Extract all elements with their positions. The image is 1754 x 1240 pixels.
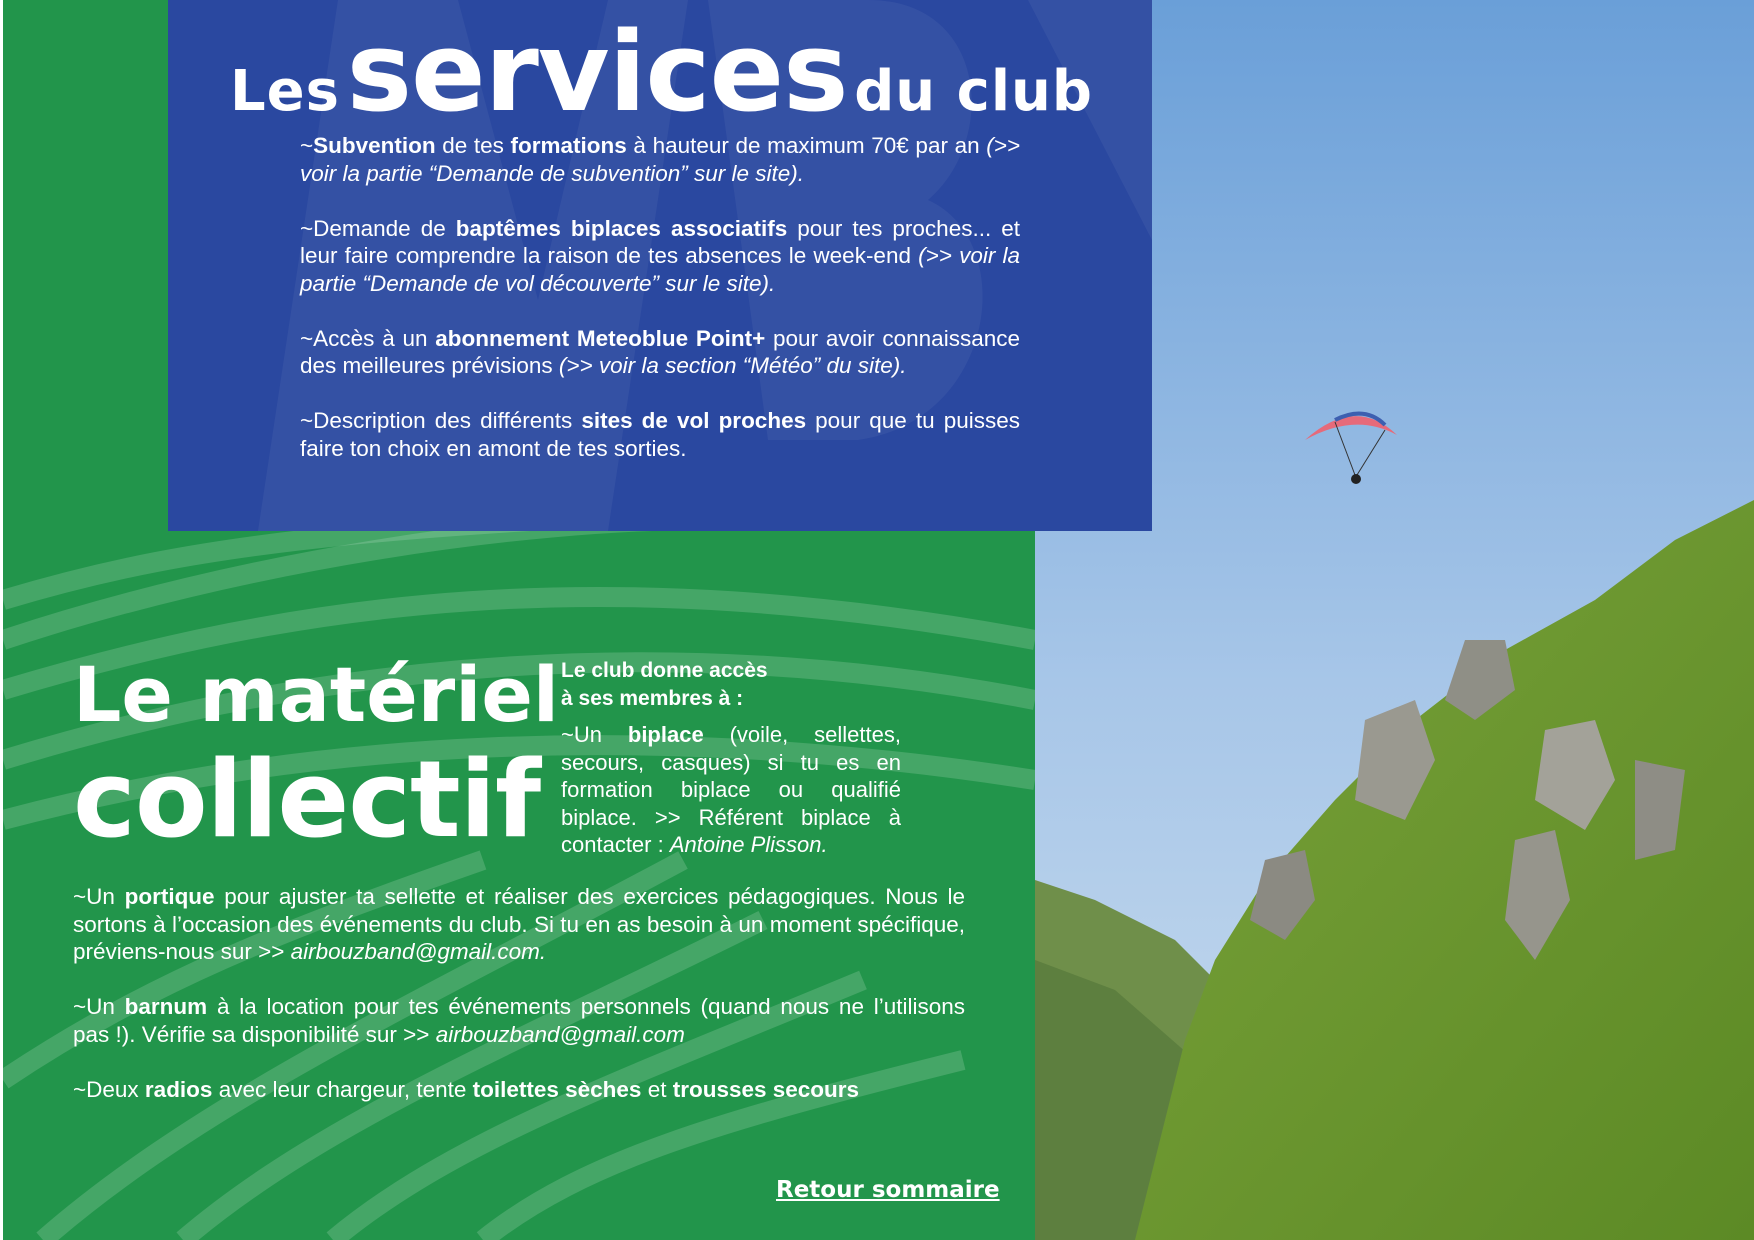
- materiel-list: [73, 883, 965, 1131]
- text: de tes: [435, 133, 511, 158]
- text: avec leur chargeur, tente: [212, 1076, 473, 1102]
- services-title-suffix: du club: [854, 59, 1093, 124]
- bold-text: Subvention: [313, 133, 436, 158]
- biplace-item: [561, 721, 901, 859]
- bold-text: biplace: [627, 722, 704, 747]
- bold-text: formations: [510, 133, 627, 158]
- text: pour avoir connaissance des meilleures prévisions: [300, 325, 1020, 378]
- bold-text: sites de vol proches: [581, 408, 807, 433]
- text: ~Description des différents: [300, 408, 582, 433]
- text: ~Deux: [73, 1076, 145, 1102]
- italic-text: (>> voir la section “Météo” du site).: [558, 353, 907, 378]
- service-item-sites: [300, 407, 1020, 462]
- services-list: [300, 132, 1020, 490]
- access-heading-line2: à ses membres à :: [561, 687, 744, 710]
- materiel-item-barnum: [73, 993, 965, 1048]
- text: ~Un: [73, 884, 125, 909]
- text: pour tes proches... et leur faire comprendre la raison de tes absences le week-end: [300, 215, 1020, 268]
- services-title: [230, 8, 1130, 136]
- text: (voile, sellettes, secours, casques) si tu es en formation biplace ou qualifié biplace. >> Référent biplace à contacter :: [561, 722, 901, 857]
- services-title-prefix: Les: [230, 59, 340, 124]
- email-text: airbouzband@gmail.com: [435, 1021, 685, 1047]
- italic-text: (>> voir la partie “Demande de subvention” sur le site).: [300, 133, 1020, 186]
- services-panel: [168, 0, 1152, 531]
- access-heading: [561, 657, 901, 713]
- bold-text: trousses secours: [672, 1076, 860, 1102]
- text: pour ajuster ta sellette et réaliser des exercices pédagogiques. Nous le sortons à l’occasion des événements du club. Si tu en as besoin à un moment spécifique, préviens-nous sur >>: [73, 884, 966, 964]
- bold-text: toilettes sèches: [472, 1076, 642, 1102]
- materiel-item-portique: [73, 883, 965, 966]
- text: ~Accès à un: [300, 325, 436, 351]
- text: ~Un: [561, 722, 628, 747]
- text: ~Demande de: [300, 215, 456, 241]
- materiel-item-radios: [73, 1076, 965, 1104]
- text: ~Un: [73, 994, 125, 1019]
- text: et: [641, 1076, 673, 1102]
- bold-text: abonnement Meteoblue Point+: [435, 325, 766, 351]
- materiel-title-line1: Le matériel: [73, 650, 559, 739]
- materiel-title-line2: collectif: [73, 738, 541, 861]
- text: à la location pour tes événements personnels (quand nous ne l’utilisons pas !). Vérifie sa disponibilité sur >>: [73, 994, 966, 1047]
- bold-text: baptêmes biplaces associatifs: [455, 215, 788, 241]
- back-to-summary-link[interactable]: Retour sommaire: [776, 1177, 1000, 1203]
- bold-text: barnum: [124, 994, 208, 1019]
- service-item-baptemes: [300, 215, 1020, 298]
- italic-text: (>> voir la partie “Demande de vol découverte” sur le site).: [300, 243, 1020, 296]
- service-item-subvention: [300, 132, 1020, 187]
- italic-text: Antoine Plisson.: [669, 832, 828, 857]
- services-title-main: services: [346, 8, 848, 136]
- email-text: airbouzband@gmail.com.: [290, 939, 547, 964]
- text: à hauteur de maximum 70€ par an: [626, 133, 987, 158]
- access-heading-line1: Le club donne accès: [561, 659, 768, 682]
- materiel-title: [73, 650, 559, 860]
- service-item-meteoblue: [300, 325, 1020, 380]
- bold-text: radios: [144, 1076, 213, 1102]
- text: pour que tu puisses faire ton choix en amont de tes sorties.: [300, 408, 1020, 461]
- text: ~: [300, 133, 314, 158]
- bold-text: portique: [124, 884, 215, 909]
